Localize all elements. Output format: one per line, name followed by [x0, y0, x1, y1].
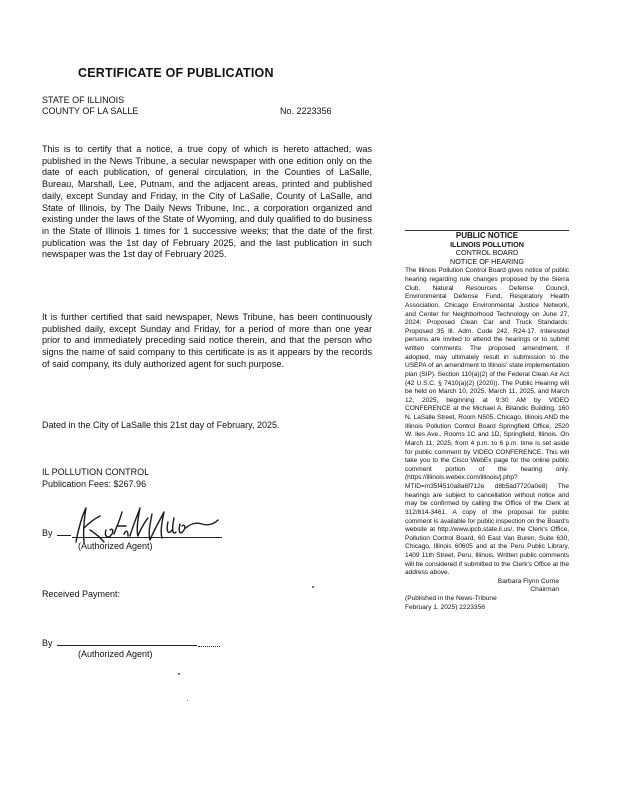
state-line: STATE OF ILLINOIS: [42, 95, 125, 105]
authorized-agent-caption: (Authorized Agent): [78, 541, 153, 551]
certificate-number: No. 2223356: [280, 106, 332, 116]
notice-signer-title: Chairman: [530, 586, 559, 594]
notice-header: [405, 232, 569, 266]
publication-fees: Publication Fees: $267.96: [42, 478, 147, 489]
signature-line-2-tail: [198, 646, 220, 647]
authorized-agent-caption-2: (Authorized Agent): [78, 649, 153, 659]
notice-signer-name: Barbara Flynn Currie: [497, 577, 559, 585]
notice-published-date: February 1, 2025) 2223356: [405, 603, 485, 611]
notice-heading: PUBLIC NOTICE: [455, 231, 519, 240]
public-notice-clipping: [405, 232, 569, 612]
client-name: IL POLLUTION CONTROL: [42, 467, 150, 477]
notice-hearing-line: NOTICE OF HEARING: [450, 256, 524, 266]
notice-signer: [405, 578, 569, 595]
scan-speck: [178, 673, 180, 675]
notice-board-line-1: ILLINOIS POLLUTION: [450, 239, 524, 249]
signature-line-2: [57, 645, 197, 646]
notice-board-line-2: CONTROL BOARD: [455, 248, 519, 258]
county-line: COUNTY OF LA SALLE: [42, 106, 139, 116]
scan-speck: [312, 586, 314, 588]
certification-paragraph: This is to certify that a notice, a true copy of which is hereto attached, was published in the News Tribune, a secular newspaper with one edition only on the date of each publication, of general circulation, in the Counties of LaSalle, Bureau, Marshall, Lee, Putnam, and the adjacent areas, printed and published daily, except Sunday and Friday, in the City of LaSalle, County of LaSalle, and State of Illinois, by The Daily News Tribune, Inc., a corporation organized and existing under the laws of the State of Wyoming, and duly qualified to do business in the State of Illinois 1 times for 1 successive weeks; that the date of the first publication was the 1st day of February 2025, and the last publication in such newspaper was the 1st day of February 2025.: [42, 144, 372, 260]
received-payment-label: Received Payment:: [42, 589, 121, 599]
notice-publication-line: [405, 595, 569, 612]
signature-by-label: By: [42, 528, 53, 538]
notice-body-text: The Illinois Pollution Control Board gives notice of public hearing regarding rule changes proposed by the Sierra Club, Natural Resources Defense Council, Environmental Defense Fund, Respiratory Health Association, Chicago Environmental Justice Network, and Center for Neighborhood Technology on June 27, 2024: Proposed Clean Car and Truck Standards: Proposed 35 Ill. Adm. Code 242, R24-17. Interested persons are invited to attend the hearings or to submit written comments. The proposed amendment, if adopted, may ultimately result in submission to the USEPA of an amendment to Illinois' state implementation plan (SIP). Section 110(a)(2) of the Federal Clean Air Act (42 U.S.C. § 7410(a)(2) (2020)). The Public Hearing will be held on March 10, 2025, March 11, 2025, and March 12, 2025, beginning at 9:30 AM by VIDEO CONFERENCE at the Michael A. Bilandic Building, 160 N. LaSalle Street, Room N505, Chicago, Illinois AND the Illinois Pollution Control Board Springfield Office, 2520 W. Iles Ave., Rooms 1C and 1D, Springfield, Illinois. On March 11, 2025, from 4 p.m. to 6 p.m. time is set aside for public comment by VIDEO CONFERENCE. This will take you to the Cisco WebEx page for the online public comment portion of the hearing only. (https://illinois.webex.com/illinois/j.php?MTID=m35f4510a8a6f712e d8b5ad7720a0e8) The hearings are subject to cancellation without notice and may be confirmed by calling the Office of the Clerk at 312/814-3461. A copy of the proposal for public comment is available for public inspection on the Board's website at http://www.ipcb.state.il.us/, the Clerk's Office, Pollution Control Board, 60 East Van Buren, Suite 630, Chicago, Illinois 60605 and at the Peru Public Library, 1409 11th Street, Peru, Illinois. Written public comments will be considered if submitted to the Clerk's Office at the address above.: [405, 267, 569, 577]
signature-by-label-2: By: [42, 638, 53, 648]
further-certification-paragraph: It is further certified that said newspaper, News Tribune, has been continuously published daily, except Sunday and Friday, for a period of more than one year prior to and immediately preceding said notice therein, and that the person who signs the name of said company to this certificate is as it appears by the records of said company, its duly authorized agent for such purpose.: [42, 312, 372, 369]
venue-block: [42, 95, 138, 117]
dated-line: Dated in the City of LaSalle this 21st day of February, 2025.: [42, 420, 280, 430]
certificate-title: CERTIFICATE OF PUBLICATION: [78, 66, 274, 80]
scan-speck: [187, 700, 188, 701]
client-block: [42, 467, 149, 490]
notice-published-in: (Published in the News-Tribune: [405, 595, 497, 603]
